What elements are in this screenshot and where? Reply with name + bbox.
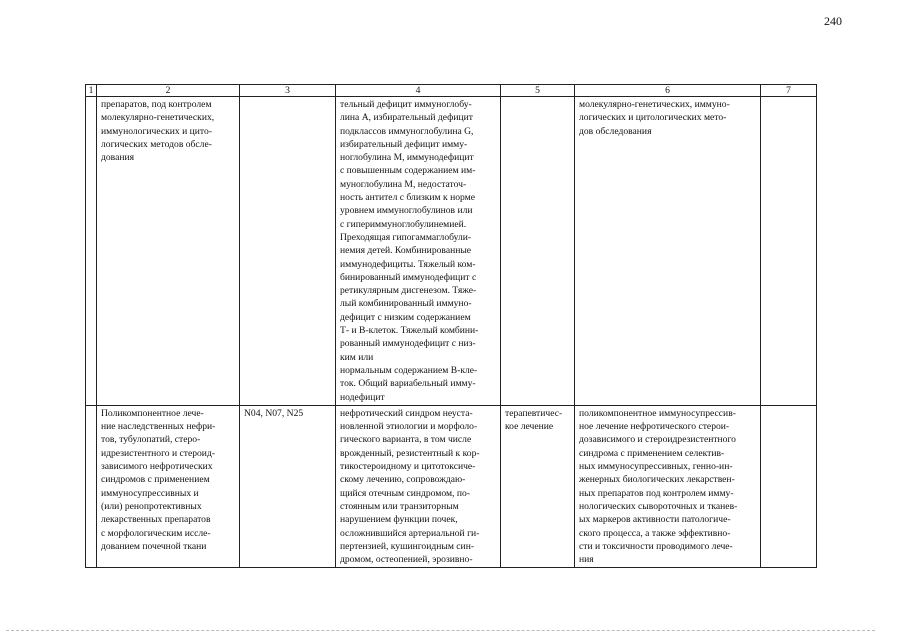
column-header-3: 3 <box>240 85 336 97</box>
table-row <box>86 97 817 406</box>
table-row <box>86 405 817 568</box>
column-header-6: 6 <box>575 85 761 97</box>
row2-treatment-method: поликомпонентное иммуносупрессив- ное лечение нефротического стерои- дозависимого и стероидрезистентного синдрома с применением селектив- ных иммуносупрессивных, генно-ин- женерных биологических лекарствен- ных препаратов под контролем имму- нологических сывороточных и тканев- ых маркеров активности патологиче- ского процесса, а также эффективно- сти и токсичности проводимого лече- ния <box>575 405 761 568</box>
column-header-5: 5 <box>501 85 575 97</box>
page-number: 240 <box>824 14 842 28</box>
scan-edge-line <box>6 630 875 631</box>
row1-patient-model: тельный дефицит иммуноглобу- лина А, избирательный дефицит подклассов иммуноглобулина G, избирательный дефицит имму- ноглобулина М, иммунодефицит с повышенным содержанием им- муноглобулина М, недостаточ- ность антител с близким к норме уровнем иммуноглобулинов или с гипериммуноглобулинемией. Преходящая гипогаммаглобули- немия детей. Комбинированные иммунодефициты. Тяжелый ком- бинированный иммунодефицит с ретикулярным дисгенезом. Тяже- лый комбинированный иммуно- дефицит с низким содержанием Т- и В-клеток. Тяжелый комбини- рованный иммунодефицит с низ- ким или нормальным содержанием В-кле- ток. Общий вариабельный имму- нодефицит <box>336 97 501 406</box>
row1-icd-codes <box>240 97 336 406</box>
row2-col7-cell <box>761 405 817 568</box>
column-header-4: 4 <box>336 85 501 97</box>
row1-treatment-method: молекулярно-генетических, иммуно- логических и цитологических мето- дов обследования <box>575 97 761 406</box>
row2-treatment-type: терапевтичес- кое лечение <box>501 405 575 568</box>
row1-treatment-name: препаратов, под контролем молекулярно-генетических, иммунологических и цито- логических методов обсле- дования <box>97 97 240 406</box>
row2-col1-cell <box>86 405 97 568</box>
table-header-row <box>86 85 817 97</box>
column-header-2: 2 <box>97 85 240 97</box>
row1-col7-cell <box>761 97 817 406</box>
row2-patient-model: нефротический синдром неуста- новленной этиологии и морфоло- гического варианта, в том числе врожденный, резистентный к кор- тикостероидному и цитотоксиче- скому лечению, сопровождаю- щийся отечным синдромом, по- стоянным или транзиторным нарушением функции почек, осложнившийся артериальной ги- пертензией, кушингоидным син- дромом, остеопенией, эрозивно- <box>336 405 501 568</box>
row2-treatment-name: Поликомпонентное лече- ние наследственных нефри- тов, тубулопатий, стеро- идрезистентного и стероид- зависимого нефротических синдромов с применением иммуносупрессивных и (или) ренопротективных лекарственных препаратов с морфологическим иссле- дованием почечной ткани <box>97 405 240 568</box>
row2-icd-codes: N04, N07, N25 <box>240 405 336 568</box>
row1-treatment-type <box>501 97 575 406</box>
column-header-1: 1 <box>86 85 97 97</box>
row1-col1-cell <box>86 97 97 406</box>
column-header-7: 7 <box>761 85 817 97</box>
treatment-table <box>85 84 817 568</box>
